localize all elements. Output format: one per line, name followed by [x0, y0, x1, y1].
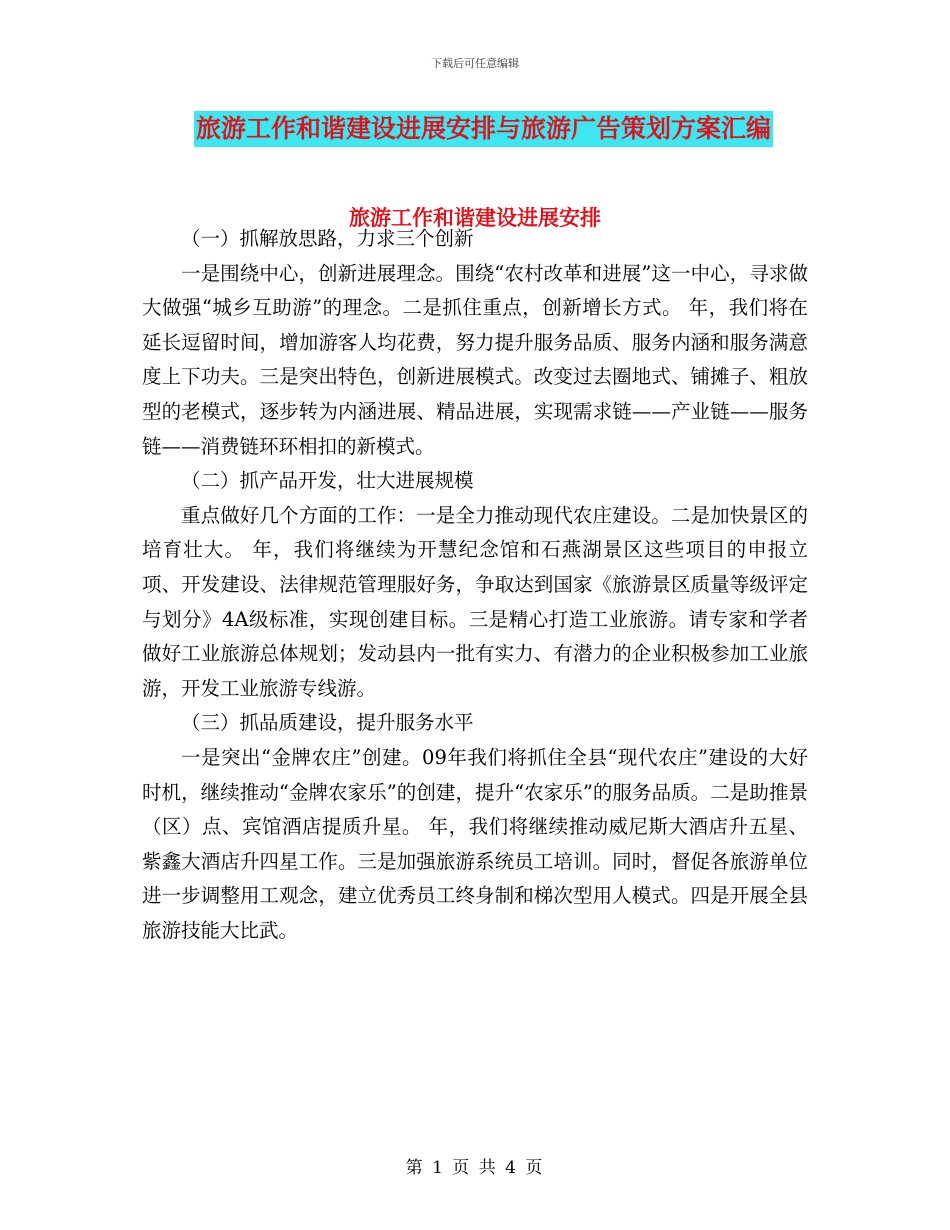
section-heading-1: （一）抓解放思路，力求三个创新	[181, 227, 474, 250]
section-heading-2: （二）抓产品开发，壮大进展规模	[181, 469, 474, 493]
main-title-container	[194, 111, 773, 147]
header-note: 下载后可任意编辑	[431, 57, 519, 70]
paragraph-1: 一是围绕中心，创新进展理念。围绕“农村改革和进展”这一中心，寻求做大做强“城乡互助游”的理念。二是抓住重点，创新增长方式。 年，我们将在延长逗留时间，增加游客人均花费，努力提升服务品质、服务内涵和服务满意度上下功夫。三是突出特色，创新进展模式。改变过去圈地式、铺摊子、粗放型的老模式，逐步转为内涵进展、精品进展，实现需求链——产业链——服务链——消费链环环相扣的新模式。	[142, 261, 808, 458]
main-title: 旅游工作和谐建设进展安排与旅游广告策划方案汇编	[194, 111, 773, 147]
section-title: 旅游工作和谐建设进展安排	[349, 205, 601, 230]
paragraph-2: 重点做好几个方面的工作：一是全力推动现代农庄建设。二是加快景区的培育壮大。 年，我们将继续为开慧纪念馆和石燕湖景区这些项目的申报立项、开发建设、法律规范管理服好务，争取达到国家《旅游景区质量等级评定与划分》4A级标准，实现创建目标。三是精心打造工业旅游。请专家和学者做好工业旅游总体规划；发动县内一批有实力、有潜力的企业积极参加工业旅游，开发工业旅游专线游。	[142, 503, 808, 700]
document-body	[142, 222, 808, 948]
section-heading-3: （三）抓品质建设，提升服务水平	[181, 711, 474, 735]
page-number-footer: 第 1 页 共 4 页	[405, 1158, 545, 1178]
paragraph-3: 一是突出“金牌农庄”创建。09年我们将抓住全县“现代农庄”建设的大好时机，继续推动“金牌农家乐”的创建，提升“农家乐”的服务品质。二是助推景（区）点、宾馆酒店提质升星。 年，我们将继续推动威尼斯大酒店升五星、紫鑫大酒店升四星工作。三是加强旅游系统员工培训。同时，督促各旅游单位进一步调整用工观念，建立优秀员工终身制和梯次型用人模式。四是开展全县旅游技能大比武。	[142, 745, 808, 942]
